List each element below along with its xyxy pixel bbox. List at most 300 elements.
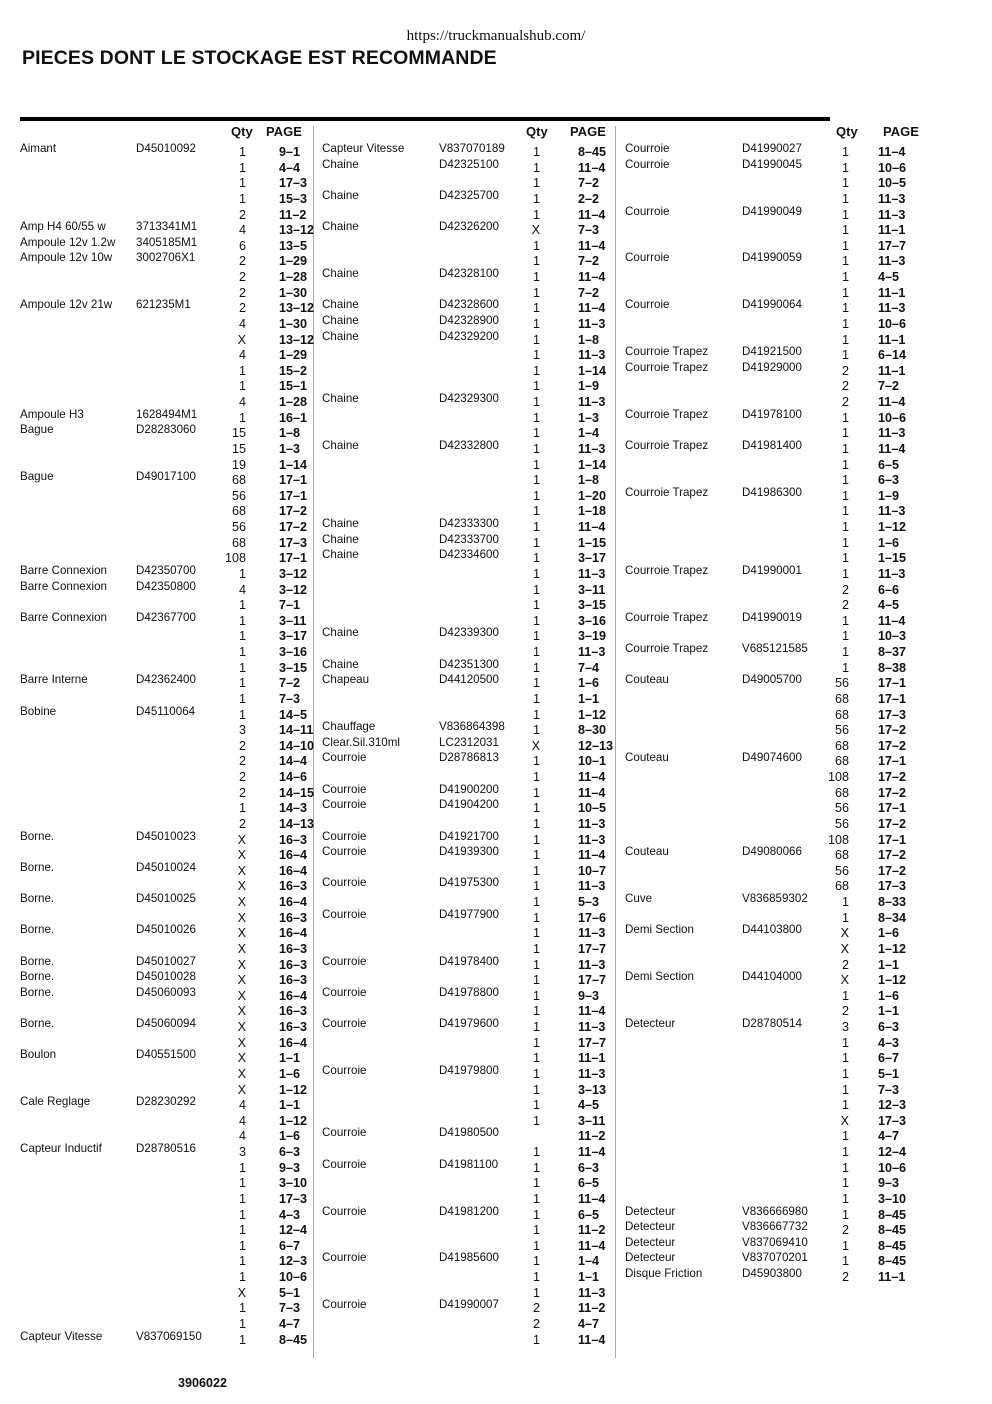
part-qty: 4 [238,582,246,597]
source-url: https://truckmanualshub.com/ [406,28,586,44]
part-qty: 1 [841,566,849,581]
part-page: 17–3 [279,176,308,191]
part-reference: 3405185M1 [136,235,198,249]
page-title: PIECES DONT LE STOCKAGE EST RECOMMANDE [22,47,497,69]
table-row [625,691,931,707]
table-row [322,1300,628,1316]
table-row [20,1050,326,1066]
part-qty: 1 [532,316,540,331]
part-description: Chaine [322,532,359,546]
part-page: 17–6 [578,910,607,925]
part-description: Chaine [322,548,359,562]
part-qty: 68 [231,535,246,550]
part-description: Ampoule 12v 10w [20,251,113,265]
part-description: Courroie [322,798,367,812]
part-qty: 1 [532,801,540,816]
part-page: 16–3 [279,910,308,925]
part-reference: D45010027 [136,954,196,968]
part-qty: 1 [238,707,246,722]
part-reference: D42329200 [439,329,499,343]
part-qty: 1 [532,1191,540,1206]
part-qty: 1 [238,629,246,644]
part-qty: 1 [841,332,849,347]
part-page: 17–7 [578,973,607,988]
table-row [20,1253,326,1269]
part-qty: 56 [834,801,849,816]
table-row [625,175,931,191]
part-reference: D44103800 [742,923,802,937]
part-qty: 1 [532,363,540,378]
part-description: Chaine [322,157,359,171]
part-page: 3–10 [279,1176,308,1191]
part-reference: D41985600 [439,1251,499,1265]
part-page: 3–12 [279,582,308,597]
part-description: Courroie [322,845,367,859]
part-page: 7–2 [578,254,600,269]
part-page: 17–2 [878,770,907,784]
part-reference: V836667732 [742,1220,808,1234]
part-description: Bobine [20,704,57,718]
part-page: 1–6 [578,676,600,691]
part-qty: 1 [532,1176,540,1191]
part-page: 3–17 [578,551,607,566]
part-description: Aimant [20,142,57,155]
part-page: 14–6 [279,770,308,784]
part-reference: D45010092 [136,142,196,155]
part-reference: D41990019 [742,610,802,624]
part-reference: D42367700 [136,610,196,624]
part-description: Borne. [20,892,55,905]
part-qty: 1 [532,1332,540,1347]
part-qty: 1 [238,191,246,206]
part-page: 10–6 [878,1160,907,1175]
table-row [322,1063,628,1082]
part-qty: 4 [238,395,246,409]
part-reference: D42333300 [439,517,499,530]
part-qty: 1 [532,613,540,628]
table-row [322,1316,628,1332]
part-reference: V685121585 [742,642,808,655]
part-page: 3–16 [279,645,308,659]
table-row [20,753,326,769]
part-qty: 1 [841,504,849,519]
table-row [625,438,931,457]
part-description: Courroie Trapez [625,642,709,655]
part-page: 1–12 [878,941,907,956]
part-page: 6–14 [878,348,907,363]
table-row [322,1222,628,1238]
table-row [322,1175,628,1191]
part-description: Chaine [322,438,359,452]
part-qty: 1 [841,238,849,253]
part-qty: 1 [532,645,540,659]
part-page: 1–12 [578,707,607,722]
part-qty: 1 [532,301,540,316]
part-page: 11–1 [878,363,906,378]
part-page: 16–1 [279,410,308,425]
parts-column-1 [20,122,326,1347]
part-page: 1–4 [578,1254,600,1269]
part-description: Chaine [322,188,359,202]
part-qty: 2 [238,270,246,284]
part-description: Couteau [625,673,669,687]
part-page: 1–3 [578,410,600,425]
part-qty: 1 [532,707,540,722]
table-row [625,582,931,598]
part-page: 8–45 [878,1223,907,1238]
part-qty: X [237,1035,246,1050]
part-description: Courroie Trapez [625,438,709,452]
part-page: 17–2 [279,504,308,519]
part-page: 1–1 [578,1270,600,1284]
part-page: 4–4 [279,160,301,175]
part-page: 17–1 [878,676,907,691]
table-row [625,1050,931,1066]
part-page: 11–4 [578,785,606,800]
table-row [20,378,326,394]
part-description: Courroie Trapez [625,485,709,499]
part-page: 11–1 [878,223,906,238]
part-description: Courroie [322,1126,367,1140]
part-qty: X [237,1066,246,1081]
part-page: 7–4 [578,660,600,675]
part-reference: D41977900 [439,907,499,921]
part-qty: 1 [841,895,849,909]
part-reference: D41990045 [742,157,802,171]
table-row [20,160,326,176]
part-page: 10–6 [878,410,907,425]
part-qty: 2 [532,1316,540,1331]
part-description: Detecteur [625,1251,676,1265]
part-page: 7–3 [578,223,600,238]
part-reference: D41981200 [439,1204,499,1218]
part-page: 15–3 [279,191,308,206]
part-page: 11–4 [578,1332,606,1347]
part-page: 7–3 [878,1082,900,1097]
table-row [322,1269,628,1285]
part-page: 11–3 [578,1020,606,1034]
part-description: Demi Section [625,970,694,984]
part-qty: 1 [532,1223,540,1238]
part-page: 12–3 [878,1098,907,1113]
part-page: 9–3 [578,988,600,1003]
part-page: 8–45 [878,1254,907,1269]
part-qty: 1 [841,1254,849,1269]
part-description: Couteau [625,845,669,859]
table-row [625,847,931,863]
part-reference: D44120500 [439,673,499,687]
table-row [20,628,326,644]
table-row [20,610,326,629]
part-qty: 1 [532,629,540,644]
part-page: 11–4 [878,613,906,628]
part-reference: D49017100 [136,470,196,484]
part-reference: 3002706X1 [136,251,196,265]
part-qty: 1 [238,691,246,706]
part-reference: D41981100 [439,1157,499,1171]
table-row [625,1113,931,1129]
part-qty: 1 [532,551,540,566]
part-page: 1–12 [279,1082,308,1097]
part-page: 14–4 [279,754,308,769]
table-row [625,722,931,738]
part-qty: 1 [532,785,540,800]
part-reference: D41978400 [439,954,499,968]
part-page: 8–38 [878,660,907,675]
table-row [20,269,326,285]
part-page: 16–3 [279,832,308,847]
part-qty: 68 [231,504,246,519]
part-qty: 1 [532,410,540,425]
part-qty: 68 [231,473,246,488]
part-page: 17–3 [279,1191,308,1206]
part-description: Courroie [322,1063,367,1077]
table-row [322,488,628,504]
table-row [625,269,931,285]
part-description: Courroie Trapez [625,407,709,421]
part-reference: D41990027 [742,142,802,155]
part-qty: 1 [841,660,849,675]
table-row [20,1238,326,1254]
part-description: Chaine [322,626,359,640]
part-qty: 1 [532,520,540,534]
part-page: 11–3 [578,316,606,331]
part-page: 17–3 [878,1113,907,1128]
part-page: 11–4 [578,160,606,175]
part-page: 10–6 [878,316,907,331]
part-page: 17–3 [878,879,907,894]
part-page: 11–2 [578,1301,606,1316]
part-page: 3–11 [578,1113,606,1128]
part-qty: 1 [841,535,849,550]
part-qty: 56 [231,520,246,534]
part-page: 11–4 [578,1145,606,1159]
part-qty: 1 [841,145,849,159]
part-qty: 1 [238,1160,246,1175]
part-page: 4–7 [878,1129,900,1144]
part-reference: D41978100 [742,407,802,421]
table-row [322,800,628,816]
table-row [322,985,628,1004]
part-page: 14–3 [279,801,308,816]
part-qty: X [237,1285,246,1300]
part-reference: D41939300 [439,845,499,859]
part-qty: 1 [532,1270,540,1284]
part-page: 16–4 [279,1035,308,1050]
part-description: Courroie [322,1251,367,1265]
part-qty: 1 [532,441,540,456]
table-row [625,1269,931,1285]
table-row [20,829,326,848]
part-qty: X [840,1113,849,1128]
part-qty: 1 [238,1301,246,1316]
table-row [322,566,628,582]
part-description: Courroie [322,1204,367,1218]
table-row [625,675,931,691]
part-qty: 1 [841,270,849,284]
table-row [322,157,628,176]
table-row [20,1207,326,1223]
part-description: Boulon [20,1048,57,1062]
part-qty: 1 [841,348,849,363]
part-page: 6–6 [878,582,900,597]
part-description: Chaine [322,267,359,280]
part-page: 14–10 [279,738,315,753]
part-qty: 15 [231,441,246,456]
part-qty: X [237,895,246,909]
part-qty: 15 [231,426,246,441]
part-qty: 1 [841,316,849,331]
table-row [625,816,931,832]
part-reference: V837069150 [136,1329,202,1343]
part-page: 10–3 [878,629,907,644]
part-page: 13–12 [279,301,315,316]
table-row [20,1329,326,1348]
part-qty: 1 [532,770,540,784]
table-row [20,1113,326,1129]
part-qty: 1 [841,191,849,206]
part-qty: 1 [238,613,246,628]
part-qty: 1 [532,566,540,581]
part-qty: 2 [238,207,246,222]
part-qty: X [840,973,849,988]
part-page: 10–5 [578,801,607,816]
part-page: 11–3 [878,207,906,222]
qty-header: Qty [836,124,858,139]
table-row [322,394,628,410]
part-page: 17–1 [279,551,308,566]
part-qty: 1 [841,1035,849,1050]
part-qty: 1 [841,910,849,925]
table-row [625,1097,931,1113]
part-page: 17–7 [878,238,907,253]
part-page: 1–18 [578,504,607,519]
part-page: 3–10 [878,1191,907,1206]
part-description: Cale Reglage [20,1095,91,1109]
part-page: 1–6 [878,988,900,1003]
part-reference: D45010025 [136,892,196,905]
part-page: 16–3 [279,957,308,972]
part-page: 11–3 [578,348,606,363]
table-row [625,1035,931,1051]
part-page: 4–3 [279,1207,301,1222]
part-description: Courroie [322,954,367,968]
part-page: 11–2 [578,1129,606,1144]
table-row [20,1191,326,1207]
part-page: 1–28 [279,270,308,284]
table-row [625,378,931,394]
table-row [625,204,931,223]
part-qty: 1 [532,1145,540,1159]
part-qty: 56 [834,863,849,878]
part-page: 7–2 [878,379,900,394]
part-qty: 1 [841,1160,849,1175]
table-row [322,907,628,926]
part-qty: 1 [841,1238,849,1253]
part-page: 1–14 [578,363,607,378]
part-reference: D42328600 [439,298,499,312]
table-row [322,753,628,769]
part-page: 1–12 [878,520,907,534]
part-description: Barre Connexion [20,579,108,593]
table-row [20,738,326,754]
part-qty: 1 [841,629,849,644]
part-qty: 1 [238,1254,246,1269]
part-page: 1–8 [578,473,600,488]
part-page: 1–9 [578,379,600,394]
part-reference: D45010028 [136,970,196,984]
part-description: Ampoule 12v 21w [20,298,113,312]
table-row [625,753,931,769]
part-qty: 2 [532,1301,540,1316]
part-qty: 1 [532,660,540,675]
table-row [20,894,326,910]
part-qty: 2 [238,738,246,753]
part-reference: D45010026 [136,923,196,937]
part-qty: 2 [238,754,246,769]
part-qty: 1 [532,863,540,878]
part-page: 17–2 [878,723,907,738]
part-description: Chaine [322,298,359,312]
part-qty: 1 [532,1113,540,1128]
part-qty: 2 [841,363,849,378]
table-row [20,300,326,316]
part-page: 11–4 [878,395,906,409]
part-page: 11–3 [578,645,606,659]
table-row [20,704,326,723]
part-qty: 1 [532,191,540,206]
part-page: 11–4 [878,145,906,159]
part-reference: D41975300 [439,876,499,890]
table-row [322,410,628,426]
part-qty: 1 [841,223,849,238]
part-qty: 1 [532,973,540,988]
part-reference: D42325100 [439,157,499,171]
part-qty: 1 [841,1066,849,1081]
table-row [20,1285,326,1301]
table-row [20,769,326,785]
table-row [322,457,628,473]
part-description: Courroie [625,204,670,218]
part-page: 1–15 [878,551,907,566]
part-page: 11–3 [578,395,606,409]
table-row [625,644,931,660]
table-row [20,1269,326,1285]
part-page: 17–2 [878,816,907,831]
part-page: 17–7 [578,941,607,956]
part-qty: 1 [532,957,540,972]
part-qty: 3 [238,723,246,738]
part-page: 11–1 [578,1051,606,1066]
part-description: Borne. [20,829,55,843]
part-qty: 2 [841,1004,849,1019]
part-page: 1–4 [578,426,600,441]
table-row [625,563,931,582]
part-qty: 19 [231,457,246,472]
table-row [322,363,628,379]
part-page: 11–4 [578,770,606,784]
part-page: 11–3 [578,441,606,456]
part-page: 14–11 [279,723,314,738]
part-reference: D45010024 [136,860,196,874]
part-page: 17–2 [878,738,907,753]
part-page: 1–14 [279,457,308,472]
part-description: Borne. [20,923,55,937]
part-qty: 1 [532,1285,540,1300]
part-page: 13–12 [279,332,315,347]
part-description: Chaine [322,517,359,530]
part-page: 17–1 [878,801,907,816]
